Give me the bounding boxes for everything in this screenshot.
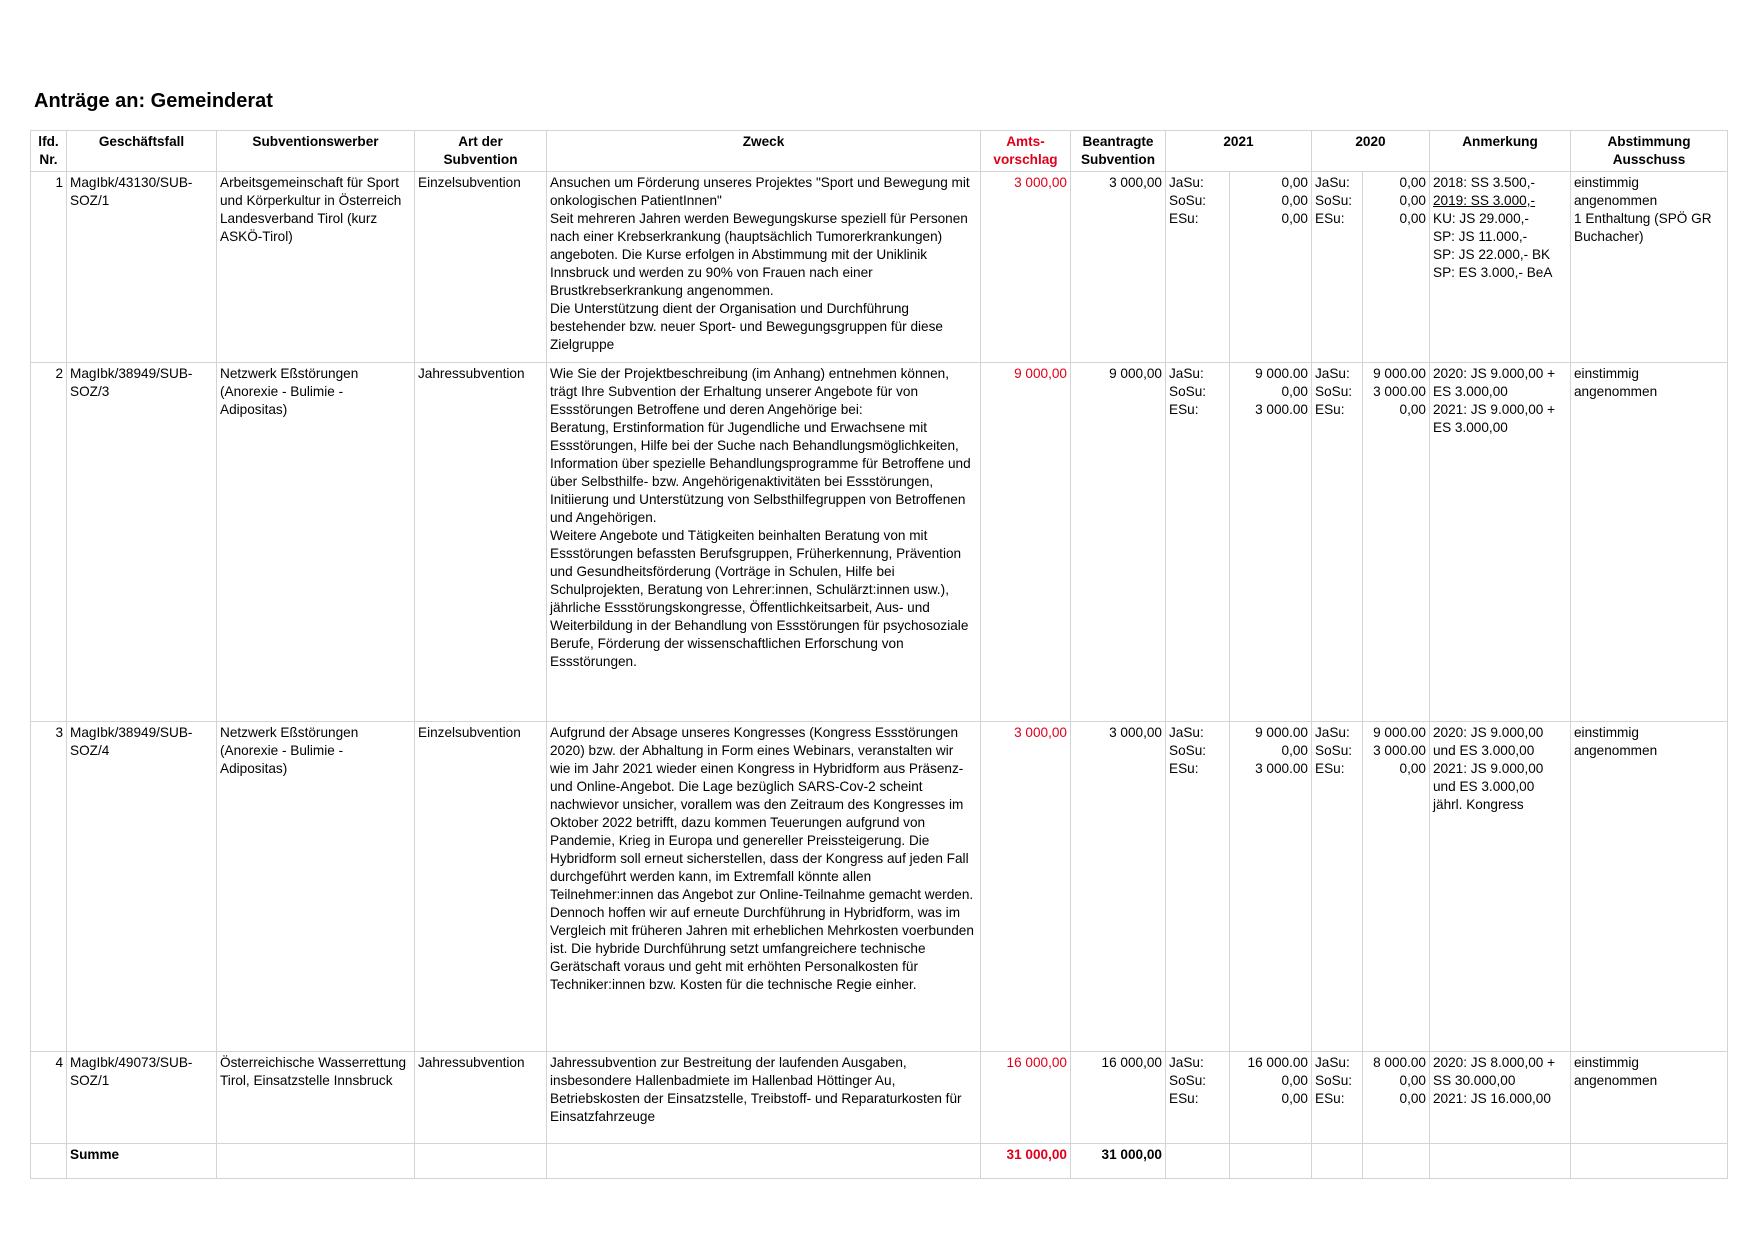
- row-amtsvorschlag: 9 000,00: [981, 363, 1071, 722]
- row-2021-values: 9 000.00 0,00 3 000.00: [1230, 722, 1312, 1052]
- row-anmerkung: 2020: JS 9.000,00 + ES 3.000,00 2021: JS 9.000,00 + ES 3.000,00: [1430, 363, 1571, 722]
- row-2020-labels: JaSu: SoSu: ESu:: [1312, 722, 1363, 1052]
- sum-empty: [31, 1144, 67, 1179]
- row-2020-values: 0,00 0,00 0,00: [1363, 172, 1430, 363]
- header-anmerkung: Anmerkung: [1430, 131, 1571, 172]
- row-zweck: Aufgrund der Absage unseres Kongresses (Kongress Essstörungen 2020) bzw. der Abhaltung in Form eines Webinars, veranstalten wir wie im Jahr 2021 wieder einen Kongress in Hybridform aus Präsenz- und Online-Angebot. Die Lage bezüglich SARS-Cov-2 scheint nachwievor unsicher, vorallem was den Zeitraum des Kongresses im Oktober 2022 betrifft, dazu kommen Teuerungen aufgrund von Pandemie, Krieg in Europa und genereller Preissteigerung. Die Hybridform soll erneut sicherstellen, dass der Kongress auf jeden Fall durchgeführt werden kann, im Extremfall könnte allen Teilnehmer:innen das Angebot zur Online-Teilnahme gemacht werden. Dennoch hoffen wir auf erneute Durchführung in Hybridform, was im Vergleich mit früheren Jahren mit erheblichen Mehrkosten voerbunden ist. Die hybride Durchführung setzt umfangreichere technische Gerätschaft voraus und geht mit erhöhten Personalkosten für Techniker:innen bzw. Kosten für die technische Regie einher.: [547, 722, 981, 1052]
- table-row: [31, 363, 1728, 722]
- row-nr: 4: [31, 1052, 67, 1144]
- row-beantragt: 9 000,00: [1071, 363, 1166, 722]
- sum-empty: [1363, 1144, 1430, 1179]
- header-amtsvorschlag: Amts- vorschlag: [981, 131, 1071, 172]
- row-2021-values: 0,00 0,00 0,00: [1230, 172, 1312, 363]
- header-zweck: Zweck: [547, 131, 981, 172]
- sum-empty: [217, 1144, 415, 1179]
- header-subventionswerber: Subventionswerber: [217, 131, 415, 172]
- anmerkung-lines: KU: JS 29.000,- SP: JS 11.000,- SP: JS 22.000,- BK SP: ES 3.000,- BeA: [1433, 211, 1553, 280]
- row-nr: 1: [31, 172, 67, 363]
- row-beantragt: 16 000,00: [1071, 1052, 1166, 1144]
- row-zweck: Jahressubvention zur Bestreitung der laufenden Ausgaben, insbesondere Hallenbadmiete im Hallenbad Höttinger Au, Betriebskosten der Einsatzstelle, Treibstoff- und Reparaturkosten für Einsatzfahrzeuge: [547, 1052, 981, 1144]
- table-row: [31, 172, 1728, 363]
- sum-empty: [547, 1144, 981, 1179]
- header-beantragt: Beantragte Subvention: [1071, 131, 1166, 172]
- sum-empty: [1430, 1144, 1571, 1179]
- row-2020-labels: JaSu: SoSu: ESu:: [1312, 172, 1363, 363]
- sum-empty: [1230, 1144, 1312, 1179]
- subsidy-table: [30, 130, 1728, 1179]
- row-2021-labels: JaSu: SoSu: ESu:: [1166, 363, 1230, 722]
- header-2020: 2020: [1312, 131, 1430, 172]
- table-row: [31, 1052, 1728, 1144]
- header-abstimmung: Abstimmung Ausschuss: [1571, 131, 1728, 172]
- row-art: Jahressubvention: [415, 1052, 547, 1144]
- row-2021-labels: JaSu: SoSu: ESu:: [1166, 172, 1230, 363]
- row-nr: 3: [31, 722, 67, 1052]
- row-anmerkung: 2020: JS 8.000,00 + SS 30.000,00 2021: JS 16.000,00: [1430, 1052, 1571, 1144]
- row-geschaeftsfall: MagIbk/49073/SUB-SOZ/1: [67, 1052, 217, 1144]
- sum-row: [31, 1144, 1728, 1179]
- sum-empty: [415, 1144, 547, 1179]
- row-geschaeftsfall: MagIbk/38949/SUB-SOZ/4: [67, 722, 217, 1052]
- row-2021-values: 9 000.00 0,00 3 000.00: [1230, 363, 1312, 722]
- anmerkung-line-underlined: 2019: SS 3.000,-: [1433, 193, 1536, 208]
- sum-beantragt: 31 000,00: [1071, 1144, 1166, 1179]
- row-2021-labels: JaSu: SoSu: ESu:: [1166, 722, 1230, 1052]
- sum-empty: [1166, 1144, 1230, 1179]
- sum-label: Summe: [67, 1144, 217, 1179]
- row-amtsvorschlag: 3 000,00: [981, 172, 1071, 363]
- row-amtsvorschlag: 16 000,00: [981, 1052, 1071, 1144]
- row-nr: 2: [31, 363, 67, 722]
- row-2020-values: 9 000.00 3 000.00 0,00: [1363, 722, 1430, 1052]
- row-art: Einzelsubvention: [415, 722, 547, 1052]
- anmerkung-line: 2018: SS 3.500,-: [1433, 175, 1536, 190]
- row-subventionswerber: Arbeitsgemeinschaft für Sport und Körperkultur in Österreich Landesverband Tirol (kurz ASKÖ-Tirol): [217, 172, 415, 363]
- row-art: Jahressubvention: [415, 363, 547, 722]
- header-art: Art der Subvention: [415, 131, 547, 172]
- row-anmerkung: 2020: JS 9.000,00 und ES 3.000,00 2021: JS 9.000,00 und ES 3.000,00 jährl. Kongress: [1430, 722, 1571, 1052]
- row-2020-labels: JaSu: SoSu: ESu:: [1312, 1052, 1363, 1144]
- row-zweck: Ansuchen um Förderung unseres Projektes "Sport und Bewegung mit onkologischen PatientInnen" Seit mehreren Jahren werden Bewegungskurse speziell für Personen nach einer Krebserkrankung (hauptsächlich Tumorerkrankungen) angeboten. Die Kurse erfolgen in Abstimmung mit der Uniklinik Innsbruck und werden zu 90% von Frauen nach einer Brustkrebserkrankung angenommen. Die Unterstützung dient der Organisation und Durchführung bestehender bzw. neuer Sport- und Bewegungsgruppen für diese Zielgruppe: [547, 172, 981, 363]
- header-nr: lfd. Nr.: [31, 131, 67, 172]
- page-title: Anträge an: Gemeinderat: [34, 90, 273, 112]
- row-beantragt: 3 000,00: [1071, 722, 1166, 1052]
- row-2020-labels: JaSu: SoSu: ESu:: [1312, 363, 1363, 722]
- row-art: Einzelsubvention: [415, 172, 547, 363]
- row-subventionswerber: Österreichische Wasserrettung Tirol, Einsatzstelle Innsbruck: [217, 1052, 415, 1144]
- row-geschaeftsfall: MagIbk/43130/SUB-SOZ/1: [67, 172, 217, 363]
- row-abstimmung: einstimmig angenommen: [1571, 363, 1728, 722]
- sum-empty: [1312, 1144, 1363, 1179]
- row-abstimmung: einstimmig angenommen: [1571, 1052, 1728, 1144]
- row-2020-values: 8 000.00 0,00 0,00: [1363, 1052, 1430, 1144]
- row-beantragt: 3 000,00: [1071, 172, 1166, 363]
- row-abstimmung: einstimmig angenommen: [1571, 722, 1728, 1052]
- row-subventionswerber: Netzwerk Eßstörungen (Anorexie - Bulimie - Adipositas): [217, 363, 415, 722]
- row-anmerkung: [1430, 172, 1571, 363]
- row-subventionswerber: Netzwerk Eßstörungen (Anorexie - Bulimie - Adipositas): [217, 722, 415, 1052]
- sum-empty: [1571, 1144, 1728, 1179]
- row-geschaeftsfall: MagIbk/38949/SUB-SOZ/3: [67, 363, 217, 722]
- row-zweck: Wie Sie der Projektbeschreibung (im Anhang) entnehmen können, trägt Ihre Subvention der Erhaltung unserer Angebote für von Essstörungen Betroffene und deren Angehörige bei: Beratung, Erstinformation für Jugendliche und Erwachsene mit Essstörungen, Hilfe bei der Suche nach Behandlungsmöglichkeiten, Information über spezielle Behandlungsprogramme für Betroffene und über Selbsthilfe- bzw. Angehörigenaktivitäten bei Essstörungen, Initiierung und Unterstützung von Selbsthilfegruppen von Betroffenen und Angehörigen. Weitere Angebote und Tätigkeiten beinhalten Beratung von mit Essstörungen befassten Berufsgruppen, Früherkennung, Prävention und Gesundheitsförderung (Vorträge in Schulen, Hilfe bei Schulprojekten, Beratung von Lehrer:innen, Schulärzt:innen usw.), jährliche Essstörungskongresse, Öffentlichkeitsarbeit, Aus- und Weiterbildung in der Behandlung von Essstörungen für psychosoziale Berufe, Förderung der wissenschaftlichen Erforschung von Essstörungen.: [547, 363, 981, 722]
- row-amtsvorschlag: 3 000,00: [981, 722, 1071, 1052]
- header-2021: 2021: [1166, 131, 1312, 172]
- header-geschaeftsfall: Geschäftsfall: [67, 131, 217, 172]
- row-2021-labels: JaSu: SoSu: ESu:: [1166, 1052, 1230, 1144]
- row-2021-values: 16 000.00 0,00 0,00: [1230, 1052, 1312, 1144]
- sum-amtsvorschlag: 31 000,00: [981, 1144, 1071, 1179]
- row-2020-values: 9 000.00 3 000.00 0,00: [1363, 363, 1430, 722]
- table-row: [31, 722, 1728, 1052]
- header-row: [31, 131, 1728, 172]
- row-abstimmung: einstimmig angenommen 1 Enthaltung (SPÖ GR Buchacher): [1571, 172, 1728, 363]
